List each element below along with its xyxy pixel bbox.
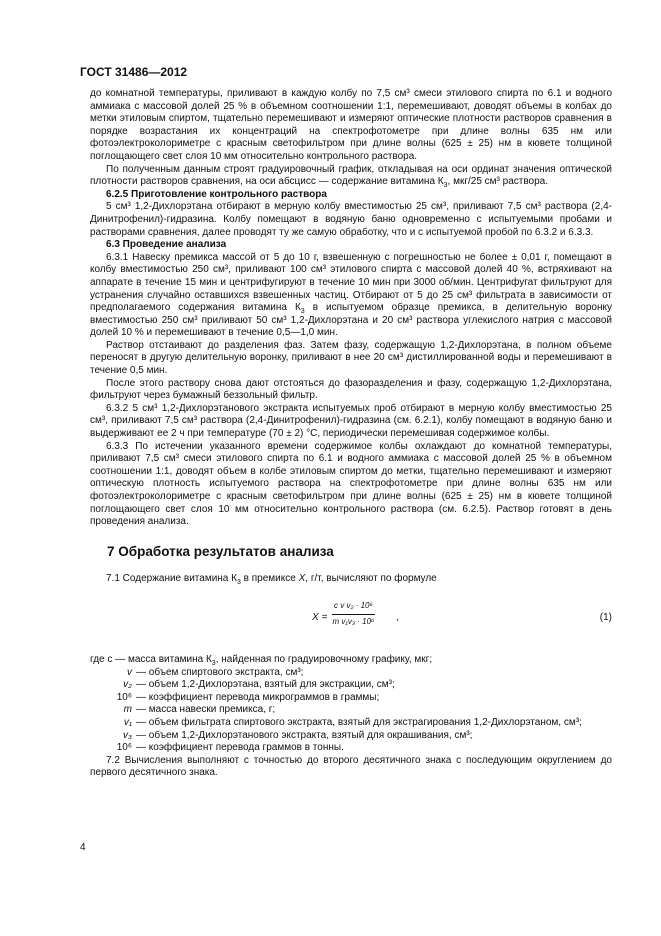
paragraph-cooling: до комнатной температуры, приливают в каждую колбу по 7,5 см³ смеси этилового спирта по 6.1 и водного аммиака с массовой долей 25 % в объемном соотношении 1:1, перемешивают, доводят объемы в колбах до метки этиловым спиртом, тщательно перемешивают и измеряют оптические плотности растворов сравнения в порядке возрастания их концентраций на спектрофотометре при длине волны 635 нм или фотоэлектроколориметре с красным светофильтром при длине волны (625 ± 25) нм в кювете толщиной поглощающего свет слоя 10 мм относительно контрольного раствора.	[90, 88, 612, 162]
standard-header: ГОСТ 31486—2012	[80, 65, 188, 79]
paragraph-control-solution: 5 см³ 1,2-Дихлорэтана отбирают в мерную колбу вместимостью 25 см³, приливают 7,5 см³ раствора (2,4-Динитрофенил)-гидразина. Колбу помещают в водяную баню одновременно с испытуемыми пробами и растворами сравнения, далее проводят ту же самую обработку, что и с испытуемой пробой по 6.3.2 и 6.3.3.	[90, 201, 612, 238]
document-body	[90, 88, 612, 780]
symbol-definitions	[90, 654, 612, 755]
paragraph-calibration-graph: По полученным данным строят градуировочный график, откладывая на оси ординат значения оптической плотности растворов сравнения, на оси абсцисс — содержание витамина $К_3$, мкг/25 см³ раствора.	[90, 163, 612, 190]
formula-1	[90, 600, 612, 640]
paragraph-7-2: 7.2 Вычисления выполняют с точностью до второго десятичного знака с последующим округлением до первого десятичного знака.	[90, 754, 612, 779]
heading-section-7: 7 Обработка результатов анализа	[107, 543, 334, 559]
formula-number: (1)	[599, 611, 612, 623]
heading-6-3: 6.3 Проведение анализа	[106, 239, 227, 251]
definition-row: 10⁶ — коэффициент перевода граммов в тонны.	[116, 742, 344, 754]
paragraph-filtering: После этого раствору снова дают отстояться до фазоразделения и фазу, содержащую 1,2-Дихлорэтана, фильтруют через бумажный беззольный фильтр.	[90, 377, 612, 402]
definition-row: v₃ — объем 1,2-Дихлорэтанового экстракта, взятый для окрашивания, см³;	[123, 729, 473, 741]
definition-c: где c — масса витамина $К_3$, найденная по градуировочному графику, мкг;	[90, 653, 433, 667]
definition-row: m — масса навески премикса, г;	[123, 704, 276, 716]
paragraph-6-3-2: 6.3.2 5 см³ 1,2-Дихлорэтанового экстракта испытуемых проб отбирают в мерную колбу вместимостью 25 см³, приливают 7,5 см³ раствора (2,4-Динитрофенил)-гидразина (см. 6.2.1), колбу помещают в водяную баню и выдерживают ее 2 ч при температуре (70 ± 2) °С, периодически перемешивая содержимое колбы.	[90, 402, 612, 440]
paragraph-6-3-1: 6.3.1 Навеску премикса массой от 5 до 10 г, взвешенную с погрешностью не более ± 0,01 г, помещают в колбу вместимостью 250 см³, приливают 100 см³ этилового спирта с массовой долей 40 %, встряхивают на аппарате в течение 15 мин и центрифугируют в течение 10 мин при 3000 об/мин. Центрифугат фильтруют для устранения случайно оставшихся взвешенных частиц. Отбирают от 5 до 25 см³ фильтрата в зависимости от предполагаемого содержания витамина $К_3$ в испытуемом образце премикса, в делительную воронку вместимостью 250 см³ приливают 50 см³ 1,2-Дихлорэтана и 20 см³ раствора углекислого натрия с массовой долей 10 % и перемешивают в течение 0,5—1,0 мин.	[90, 251, 612, 339]
formula-comma: ,	[396, 611, 399, 623]
paragraph-7-1: 7.1 Содержание витамина $К_3$ в премиксе X, г/т, вычисляют по формуле	[106, 573, 437, 587]
definition-row: v — объем спиртового экстракта, см³;	[127, 666, 304, 678]
formula-denominator: m v₁v₃ · 10⁶	[332, 616, 375, 626]
paragraph-phase-separation: Раствор отстаивают до разделения фаз. Затем фазу, содержащую 1,2-Дихлорэтана, в полном объеме переносят в другую делительную воронку, приливают в нее 20 см³ дистиллированной воды и перемешивают в течение 0,5 мин.	[90, 339, 612, 377]
definition-row: 10⁶ — коэффициент перевода микрограммов в граммы;	[116, 691, 380, 703]
formula-lhs: X =	[312, 611, 328, 623]
formula-fraction	[332, 600, 375, 628]
page-number: 4	[80, 842, 86, 853]
paragraph-6-3-3: 6.3.3 По истечении указанного времени содержимое колбы охлаждают до комнатной температуры, приливают 7,5 см³ смеси этилового спирта по 6.1 и водного аммиака с массовой долей 25 % в объемном соотношении 1:1, доводят объем в колбе этиловым спиртом до метки, тщательно перемешивают и измеряют оптическую плотность испытуемого раствора на спектрофотометре при длине волны 635 нм или фотоэлектроколориметре с красным светофильтром при длине волны (625 ± 25) нм в кювете толщиной поглощающего свет слоя 10 мм относительно контрольного раствора (см. 6.2.5). Раствор готовят в день проведения анализа.	[90, 440, 612, 528]
definition-row: v₁ — объем фильтрата спиртового экстракта, взятый для экстрагирования 1,2-Дихлорэтаном, см³;	[123, 716, 582, 728]
formula-numerator: c v v₂ · 10⁶	[332, 600, 375, 615]
definition-row: v₂ — объем 1,2-Дихлорэтана, взятый для экстракции, см³;	[123, 679, 395, 691]
heading-6-2-5: 6.2.5 Приготовление контрольного раствора	[106, 188, 327, 200]
